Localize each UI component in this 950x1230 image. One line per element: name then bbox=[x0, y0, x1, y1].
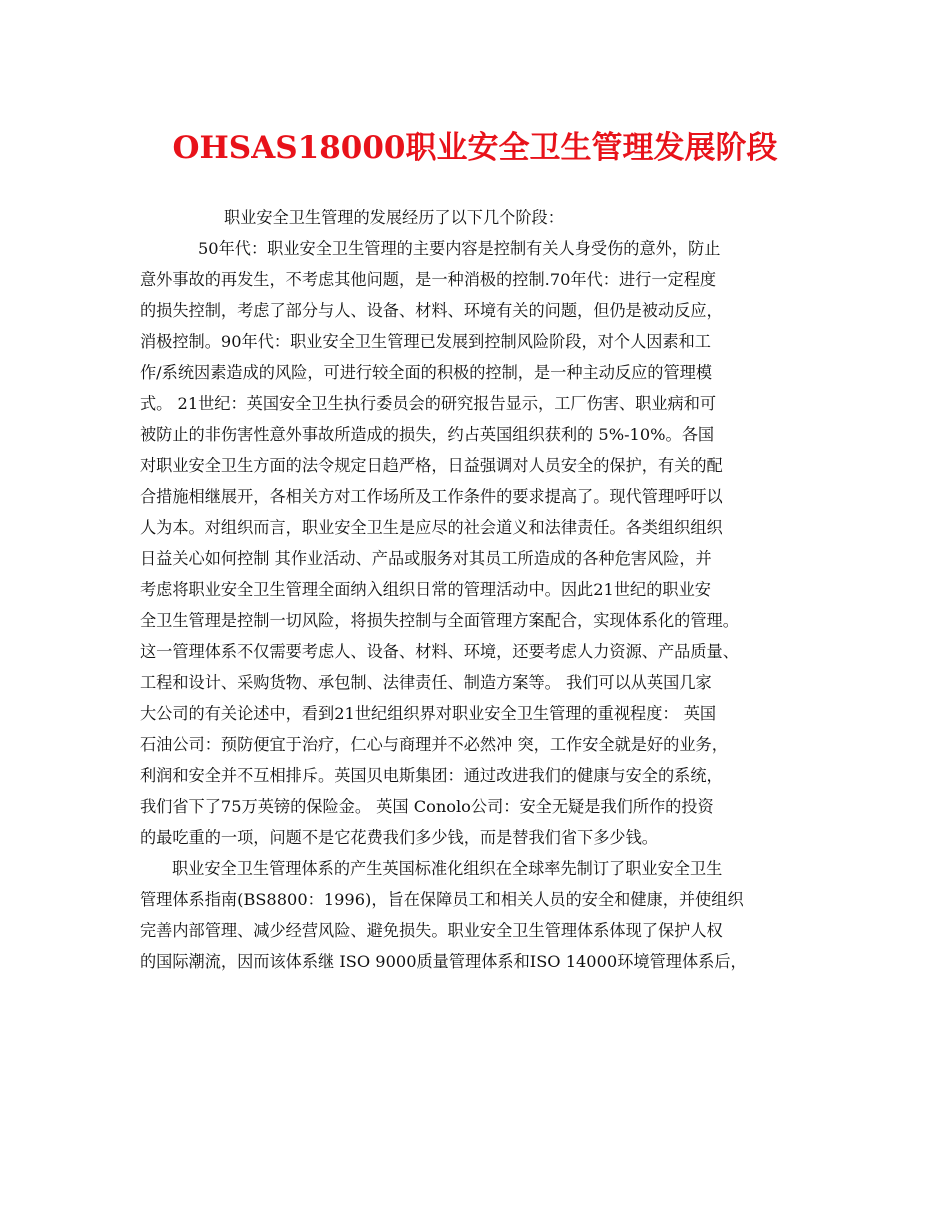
body-line: 日益关心如何控制 其作业活动、产品或服务对其员工所造成的各种危害风险，并 bbox=[140, 549, 712, 568]
body-line: 石油公司：预防便宜于治疗，仁心与商理并不必然冲 突，工作安全就是好的业务， bbox=[140, 735, 728, 754]
document-title: OHSAS18000职业安全卫生管理发展阶段 bbox=[172, 130, 778, 166]
body-line: 利润和安全并不互相排斥。英国贝电斯集团：通过改进我们的健康与安全的系统， bbox=[140, 766, 723, 785]
body-line: 职业安全卫生管理的发展经历了以下几个阶段： bbox=[224, 208, 564, 227]
body-line: 意外事故的再发生，不考虑其他问题，是一种消极的控制.70年代：进行一定程度 bbox=[140, 270, 717, 289]
body-line: 对职业安全卫生方面的法令规定日趋严格，日益强调对人员安全的保护，有关的配 bbox=[140, 456, 723, 475]
body-line: 完善内部管理、减少经营风险、避免损失。职业安全卫生管理体系体现了保护人权 bbox=[140, 921, 723, 940]
body-line: 管理体系指南(BS8800：1996)，旨在保障员工和相关人员的安全和健康，并使组织 bbox=[140, 890, 744, 909]
body-line: 被防止的非伤害性意外事故所造成的损失，约占英国组织获利的 5%-10%。各国 bbox=[140, 425, 715, 444]
body-line: 式。 21世纪：英国安全卫生执行委员会的研究报告显示，工厂伤害、职业病和可 bbox=[140, 394, 717, 413]
body-line: 工程和设计、采购货物、承包制、法律责任、制造方案等。 我们可以从英国几家 bbox=[140, 673, 712, 692]
body-line: 这一管理体系不仅需要考虑人、设备、材料、环境，还要考虑人力资源、产品质量、 bbox=[140, 642, 739, 661]
body-line: 大公司的有关论述中，看到21世纪组织界对职业安全卫生管理的重视程度： 英国 bbox=[140, 704, 717, 723]
body-line: 全卫生管理是控制一切风险，将损失控制与全面管理方案配合，实现体系化的管理。 bbox=[140, 611, 739, 630]
body-line: 50年代：职业安全卫生管理的主要内容是控制有关人身受伤的意外，防止 bbox=[198, 239, 721, 258]
body-line: 的最吃重的一项，问题不是它花费我们多少钱，而是替我们省下多少钱。 bbox=[140, 828, 658, 847]
body-line: 人为本。对组织而言，职业安全卫生是应尽的社会道义和法律责任。各类组织组织 bbox=[140, 518, 723, 537]
body-line: 的国际潮流，因而该体系继 ISO 9000质量管理体系和ISO 14000环境管理体系后， bbox=[140, 952, 747, 971]
body-line: 的损失控制，考虑了部分与人、设备、材料、环境有关的问题，但仍是被动反应， bbox=[140, 301, 723, 320]
body-line: 考虑将职业安全卫生管理全面纳入组织日常的管理活动中。因此21世纪的职业安 bbox=[140, 580, 711, 599]
body-line: 消极控制。90年代：职业安全卫生管理已发展到控制风险阶段，对个人因素和工 bbox=[140, 332, 711, 351]
document-body bbox=[140, 202, 820, 977]
body-line: 职业安全卫生管理体系的产生英国标准化组织在全球率先制订了职业安全卫生 bbox=[172, 859, 723, 878]
body-line: 我们省下了75万英镑的保险金。 英国 Conolo公司：安全无疑是我们所作的投资 bbox=[140, 797, 714, 816]
body-line: 作/系统因素造成的风险，可进行较全面的积极的控制，是一种主动反应的管理模 bbox=[140, 363, 713, 382]
body-line: 合措施相继展开，各相关方对工作场所及工作条件的要求提高了。现代管理呼吁以 bbox=[140, 487, 723, 506]
